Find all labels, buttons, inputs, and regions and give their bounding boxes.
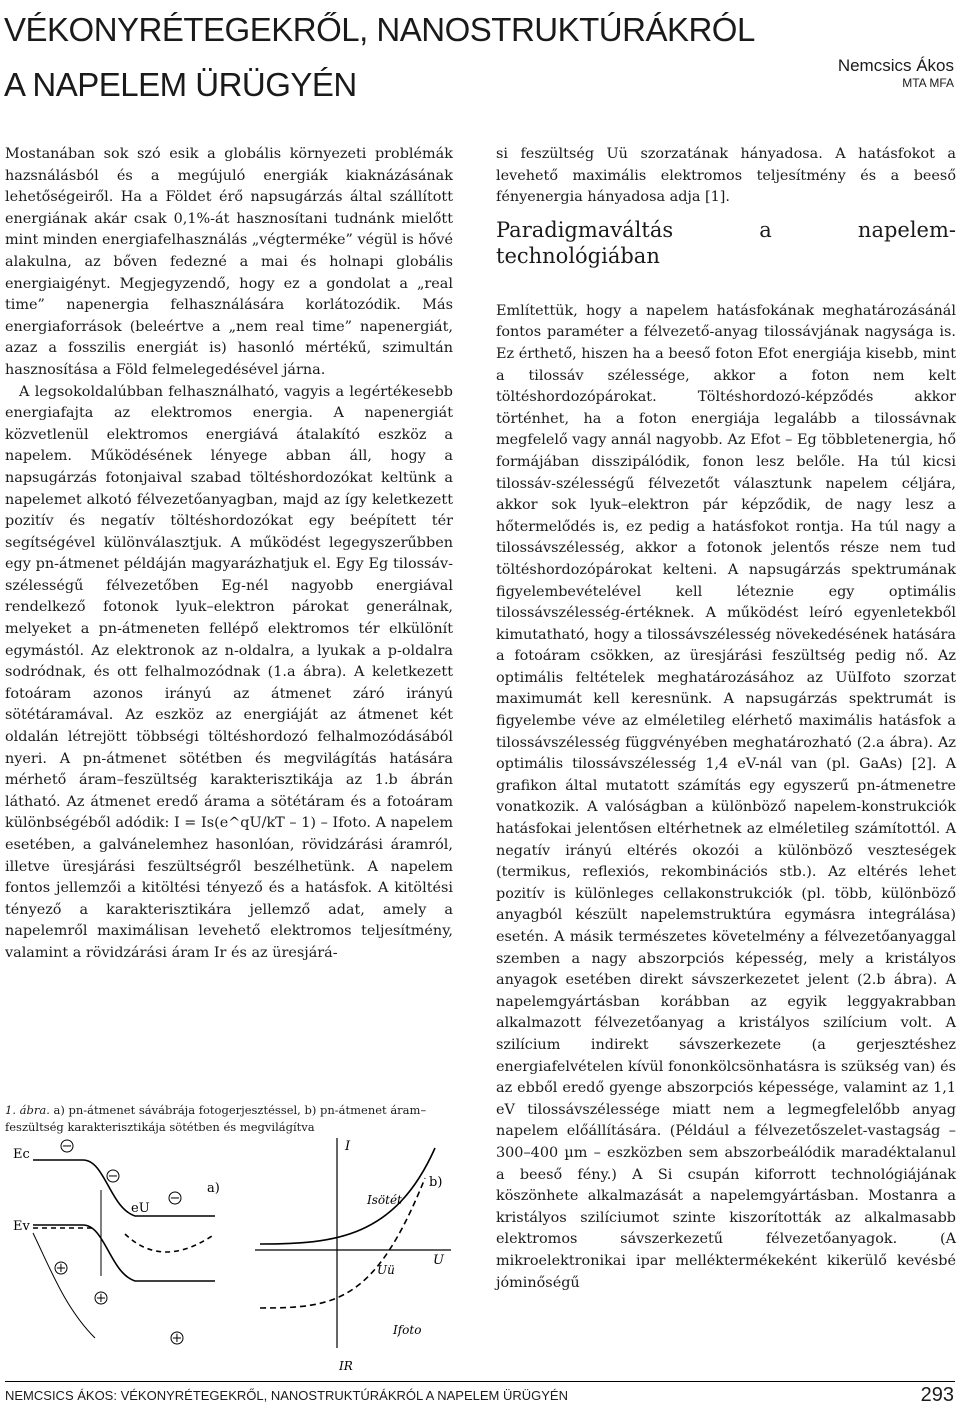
electron-1: −	[61, 1139, 73, 1154]
left-paragraph-1: Mostanában sok szó esik a globális környezeti problémák hazsnálásból és a megújuló energiák kiaknázásának lehetőségeiről. Ha a Földet érő napsugárzás által szállított energiának akár csak 0,1%-át hasznosítani tudnánk mielőtt mint minden energiafelhasználás „végterméke” végül is hővé alakulna, az bőven fedezné a mai és holnapi globális energiaigényt. Megjegyzendő, hogy ez a gondolat a „real time” napenergia felhasználására korlátozódik. Más energiaforrások (beleértve a „nem real time” napenergiát, azaz a fosszilis energiát is) hasonló mértékű, szimultán hasznosítása a Föld felmelegedésével járna.	[5, 146, 453, 378]
title-line-2: A NAPELEM ÜRÜGYÉN	[4, 66, 357, 103]
electron-3: −	[169, 1191, 181, 1206]
dark-curve	[260, 1148, 435, 1244]
hole-2: +	[95, 1291, 107, 1306]
hole-1: +	[55, 1261, 67, 1276]
running-footer: NEMCSICS ÁKOS: VÉKONYRÉTEGEKRŐL, NANOSTRUKTÚRÁKRÓL A NAPELEM ÜRÜGYÉN	[5, 1388, 568, 1403]
label-b: b)	[429, 1175, 443, 1190]
label-a: a)	[207, 1181, 220, 1196]
electron-2: −	[107, 1169, 119, 1184]
charge-circles	[55, 1139, 183, 1346]
iv-plot	[255, 1138, 451, 1348]
label-i: I	[345, 1139, 351, 1154]
fermi-level-p	[125, 1234, 215, 1252]
figure-caption-text: a) pn-átmenet sávábrája fotogerjesztéssel, b) pn-átmenet áram–feszültség karakterisztikája sötétben és megvilágítva	[5, 1103, 427, 1134]
left-column	[5, 144, 453, 965]
hole-3: +	[171, 1331, 183, 1346]
label-eu: eU	[131, 1201, 150, 1216]
conduction-band	[33, 1160, 215, 1216]
right-intro: si feszültség Uü szorzatának hányadosa. A hatásfokot a levehető maximális elektromos teljesítmény és a beeső fényenergia hányadosa adja [1].	[496, 146, 956, 206]
figure-caption-label: 1. ábra.	[5, 1103, 50, 1117]
label-u: U	[433, 1253, 444, 1268]
footer-rule	[5, 1381, 955, 1382]
right-column	[496, 144, 956, 1294]
left-paragraph-2: A legsokoldalúbban felhasználható, vagyis a legértékesebb energiafajta az elektromos energia. A napenergiát közvetlenül elektromos energiává átalakító eszköz a napelem. Működésének lényege abban áll, hogy a napsugárzás fotonjaival szabad töltéshordozókat keltünk a napelemet alkotó félvezetőanyagban, majd az így keletkezett pozitív és negatív töltéshordozókat egy beépített tér segítségével különválasztjuk. A működést legegyszerűbben egy pn-átmenet példáján magyarázhatjuk el. Egy Eg tilossáv-szélességű félvezetőben Eg-nél nagyobb energiával rendelkező fotonok lyuk–elektron párokat generálnak, melyeket a pn-átmeneten fellépő elektromos tér elkülönít egymástól. Az elektronok az n-oldalra, a lyukak a p-oldalra sodródnak, és ott felhalmozódnak (1.a ábra). A keletkezett fotoáram azonos irányú az átmenet záró irányú sötétáramával. Az eszköz az energiáját az átmenet két oldalán létrejött többségi töltéshordozó felhalmozódásából nyeri. A pn-átmenet sötétben és megvilágítás hatására mérhető áram–feszültség karakterisztikája az 1.b ábrán látható. Az átmenet eredő árama a sötétáram és a fotoáram különbségéből adódik: I = Is(e^qU/kT – 1) – Ifoto. A napelem esetében, a galvánelemhez hasonlóan, rövidzárási áramról, illetve üresjárási feszültségről beszélhetünk. A napelem fontos jellemzői a kitöltési tényező és a hatásfok. A kitöltési tényező a karakterisztikára jellemző adat, amely a napelemről maximálisan levehető elektromos teljesítmény, valamint a rövidzárási áram Ir és az üresjárá-	[5, 383, 453, 961]
label-ec: Ec	[13, 1147, 30, 1162]
title-line-1: VÉKONYRÉTEGEKRŐL, NANOSTRUKTÚRÁKRÓL	[4, 11, 755, 48]
label-isotet: Isötét	[367, 1193, 402, 1207]
article-title	[4, 2, 755, 112]
author-block	[838, 56, 954, 90]
label-ir: IR	[339, 1359, 353, 1373]
figure-1	[5, 1138, 455, 1376]
label-ev: Ev	[13, 1219, 30, 1234]
section-heading: Paradigmaváltás a napelem-technológiában	[496, 217, 956, 268]
valence-edge	[33, 1233, 95, 1338]
page-number: 293	[920, 1384, 954, 1406]
label-uu: Uü	[377, 1263, 395, 1277]
author-affiliation: MTA MFA	[902, 76, 954, 90]
figure-caption	[5, 1102, 455, 1136]
author-name: Nemcsics Ákos	[837, 56, 954, 75]
label-ifoto: Ifoto	[393, 1323, 422, 1337]
right-paragraph-1: Említettük, hogy a napelem hatásfokának meghatározásánál fontos paraméter a félvezető-anyag tilossávjának nagysága is. Ez érthető, hiszen ha a beeső foton Efot energiája kisebb, mint a tilossáv szélessége, akkor a foton nem kelt töltéshordozópárokat. Töltéshordozó-képződés akkor történhet, ha a foton energiája legalább a tilossávnak megfelelő vagy annál nagyobb. Az Efot – Eg többletenergia, hő formájában disszipálódik, fonon lesz belőle. Ha túl kicsi tilossáv-szélességű félvezetőt választunk napelem céljára, akkor sok lyuk–elektron pár képződik, de nagy lesz a hőtermelődés is, ez pedig a hatásfokot rontja. Ha túl nagy a tilossávszélesség, akkor a fotonok jelentős része nem tud töltéshordozópárokat kelteni. A napsugárzás spektrumának figyelembevételével kell léteznie egy optimális tilossávszélesség-értéknek. A működést leíró egyenletekből kimutatható, hogy a tilossávszélesség növekedésének hatására a fotoáram csökken, az üresjárási feszültség pedig nő. Az optimális feltételek meghatározásához az UüIfoto szorzat maximumát kell keresnünk. A napsugárzás spektrumát is figyelembe véve az elméletileg elérhető maximális hatásfok a tilossávszélesség függvényében meghatározható (2.a ábra). Az optimális tilossávszélesség 1,4 eV-nál van (pl. GaAs) [2]. A grafikon által mutatott számítás egy egyszerű pn-átmenetre vonatkozik. A valóságban a különböző napelem-konstrukciók hatásfokai jelentősen eltérhetnek az elméletileg számítottól. A negatív irányú eltérés okozói a különböző veszteségek (termikus, reflexiós, rekombinációs stb.). Az eltérés lehet pozitív is különleges cellakonstrukciók (pl. több, különböző anyagból készült napelemstruktúra egymásra integrálása) esetén. A másik természetes követelmény a félvezetőanyaggal szemben a nagy abszorpciós képesség, mely a kristályos anyagok esetében direkt sávszerkezetet jelent (2.b ábra). A napelemgyártásban korábban az egyik leggyakrabban alkalmazott félvezetőanyag a kristályos szilícium volt. A szilícium indirekt sávszerkezete (a gerjesztéshez energiafelvételen kívül fononkölcsönhatásra is szükség van) és az ebből eredő gyenge abszorpciós képessége, valamint az 1,1 eV tilossávszélessége miatt nem a legmegfelelőbb anyag napelem előállítására. (Például a félvezetőszelet-vastagság – 300–400 µm – eszközben sem abszorbeálódik maradéktalanul a beeső fény.) A Si csupán kiforrott technológiájának köszönhete alkalmazását a napelemgyártásban. Mostanra a kristályos szilíciumot szinte kiszorították az alkalmasabb elektromos sávszerkezetű félvezetőanyagok. (A mikroelektronikai ipar melléktermékeként kikerülő kevésbé jóminőségű	[496, 302, 956, 1291]
band-diagram	[33, 1160, 215, 1338]
